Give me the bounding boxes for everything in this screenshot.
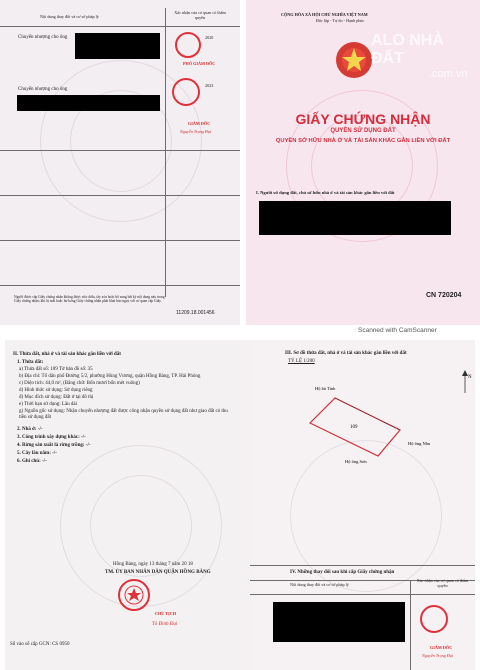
- alo-nha-dat-watermark: [371, 32, 480, 80]
- section-2-heading: II. Thửa đất, nhà ở và tài sản khác gắn liền với đất: [13, 352, 121, 357]
- issuer-name: TM. ỦY BAN NHÂN DÂN QUẬN HỒNG BÀNG: [105, 570, 211, 575]
- certificate-code: CN 720204: [426, 292, 462, 299]
- stamp-date-1: 2020: [205, 35, 214, 40]
- br-header-right: Xác nhận của cơ quan có thẩm quyền: [416, 578, 469, 588]
- transfer-redaction: [273, 602, 405, 642]
- br-header-left: Nội dung thay đổi và cơ sở pháp lý: [290, 582, 349, 587]
- stamp-giam-doc: GIÁM ĐỐC: [188, 121, 211, 126]
- red-seal-stamp: [175, 32, 201, 58]
- usage-term: e) Thời hạn sử dụng: Lâu dài: [19, 402, 78, 407]
- usage-form: d) Hình thức sử dụng: Sử dụng riêng: [19, 388, 93, 393]
- national-emblem-icon: [334, 40, 374, 80]
- header-left-label: Nội dung thay đổi và cơ sở pháp lý: [40, 14, 99, 19]
- warning-note: Người được cấp Giấy chứng nhận không được sửa chữa, tẩy xóa hoặc bổ sung bất kỳ nội dung nào trong Giấy chứng nhận; khi bị mất hoặc hư hỏng Giấy chứng nhận phải khai báo ngay với cơ quan cấp Giấy.: [14, 295, 165, 303]
- usage-origin: g) Nguồn gốc sử dụng: Nhận chuyển nhượng đất được công nhận quyền sử dụng đất như giao đất có thu tiền sử dụng đất: [19, 409, 228, 420]
- neighbor-1-label: Hộ bà Tình: [315, 386, 336, 391]
- transfer-row-2: Chuyển nhượng cho ông: [18, 87, 68, 92]
- section-1-heading: I. Người sử dụng đất, chủ sở hữu nhà ở và tài sản khác gắn liền với đất: [256, 190, 395, 195]
- certificate-title: GIẤY CHỨNG NHẬN: [295, 111, 431, 127]
- forest-item: 4. Rừng sản xuất là rừng trồng: -/-: [17, 443, 91, 448]
- north-arrow-label: N: [468, 375, 472, 380]
- stamp-date-2: 2023: [205, 83, 214, 88]
- alo-watermark-domain: .com.vn: [429, 68, 468, 80]
- certificate-subtitle-1: QUYỀN SỬ DỤNG ĐẤT: [330, 128, 396, 134]
- map-scale: TỶ LỆ 1/200: [288, 359, 315, 364]
- issue-date: Hồng Bàng, ngày 13 tháng 7 năm 20 18: [113, 562, 193, 567]
- neighbor-3-label: Hộ ông Nhu: [408, 441, 431, 446]
- section-3-heading: III. Sơ đồ thửa đất, nhà ở và tài sản khác gắn liền với đất: [285, 351, 407, 356]
- plot-diagram: [290, 368, 475, 468]
- plot-address: b) Địa chỉ: Tổ dân phố Đường 5/2, phường Hùng Vương, quận Hồng Bàng, TP. Hải Phòng: [19, 374, 201, 379]
- chairman-title: CHỦ TỊCH: [155, 611, 176, 616]
- republic-header: CỘNG HÒA XÃ HỘI CHỦ NGHĨA VIỆT NAM: [281, 12, 368, 17]
- plot-area: c) Diện tích: 44,0 m², (Bằng chữ: Bốn mươi bốn mét vuông): [19, 381, 140, 386]
- plot-number: a) Thửa đất số: 109 Tờ bản đồ số: 35: [19, 367, 93, 372]
- perennial-item: 5. Cây lâu năm: -/-: [17, 451, 57, 456]
- stamp-pho-giam-doc: PHÓ GIÁM ĐỐC: [183, 61, 216, 66]
- section-4-heading: IV. Những thay đổi sau khi cấp Giấy chứng nhận: [290, 570, 395, 575]
- neighbor-2-label: Hộ ông Sơn: [345, 459, 367, 464]
- serial-number: 11209.18.001456: [176, 310, 215, 316]
- top-right-page: [246, 0, 480, 325]
- people-committee-seal-icon: [117, 578, 151, 612]
- top-left-page: [0, 0, 240, 325]
- alo-watermark-brand: ALO NHÀ ĐẤT: [371, 32, 444, 67]
- house-item: 2. Nhà ở: -/-: [17, 427, 43, 432]
- usage-purpose: đ) Mục đích sử dụng: Đất ở tại đô thị: [19, 395, 94, 400]
- br-signer-name: Nguyễn Trọng Đại: [422, 653, 454, 658]
- redaction-1: [75, 33, 160, 59]
- br-stamp-giam-doc: GIÁM ĐỐC: [430, 645, 453, 650]
- certificate-subtitle-2: QUYỀN SỞ HỮU NHÀ Ở VÀ TÀI SẢN KHÁC GẮN LIỀN VỚI ĐẤT: [275, 138, 451, 144]
- signer-name: Nguyễn Trọng Đại: [180, 129, 212, 134]
- notes-item: 6. Ghi chú: -/-: [17, 459, 47, 464]
- motto: Độc lập - Tự do - Hạnh phúc: [316, 18, 365, 23]
- land-plot-heading: 1. Thửa đất:: [17, 360, 44, 365]
- header-right-label: Xác nhận của cơ quan có thẩm quyền: [174, 10, 226, 20]
- registry-number: Số vào sổ cấp GCN: CS 0950: [10, 642, 70, 647]
- plot-number-label: 109: [350, 425, 358, 430]
- chairman-signature: Tô Đình Đại: [152, 622, 178, 627]
- owner-redaction: [259, 201, 451, 235]
- br-red-seal: [420, 605, 448, 633]
- redaction-2: [17, 95, 160, 111]
- bottom-left-page: [5, 340, 250, 670]
- scanner-label: Scanned with CamScanner: [358, 327, 437, 334]
- bottom-right-page: [250, 340, 475, 670]
- red-seal-stamp-2: [172, 78, 200, 106]
- transfer-row-1: Chuyển nhượng cho ông: [18, 35, 68, 40]
- construction-item: 3. Công trình xây dựng khác: -/-: [17, 435, 86, 440]
